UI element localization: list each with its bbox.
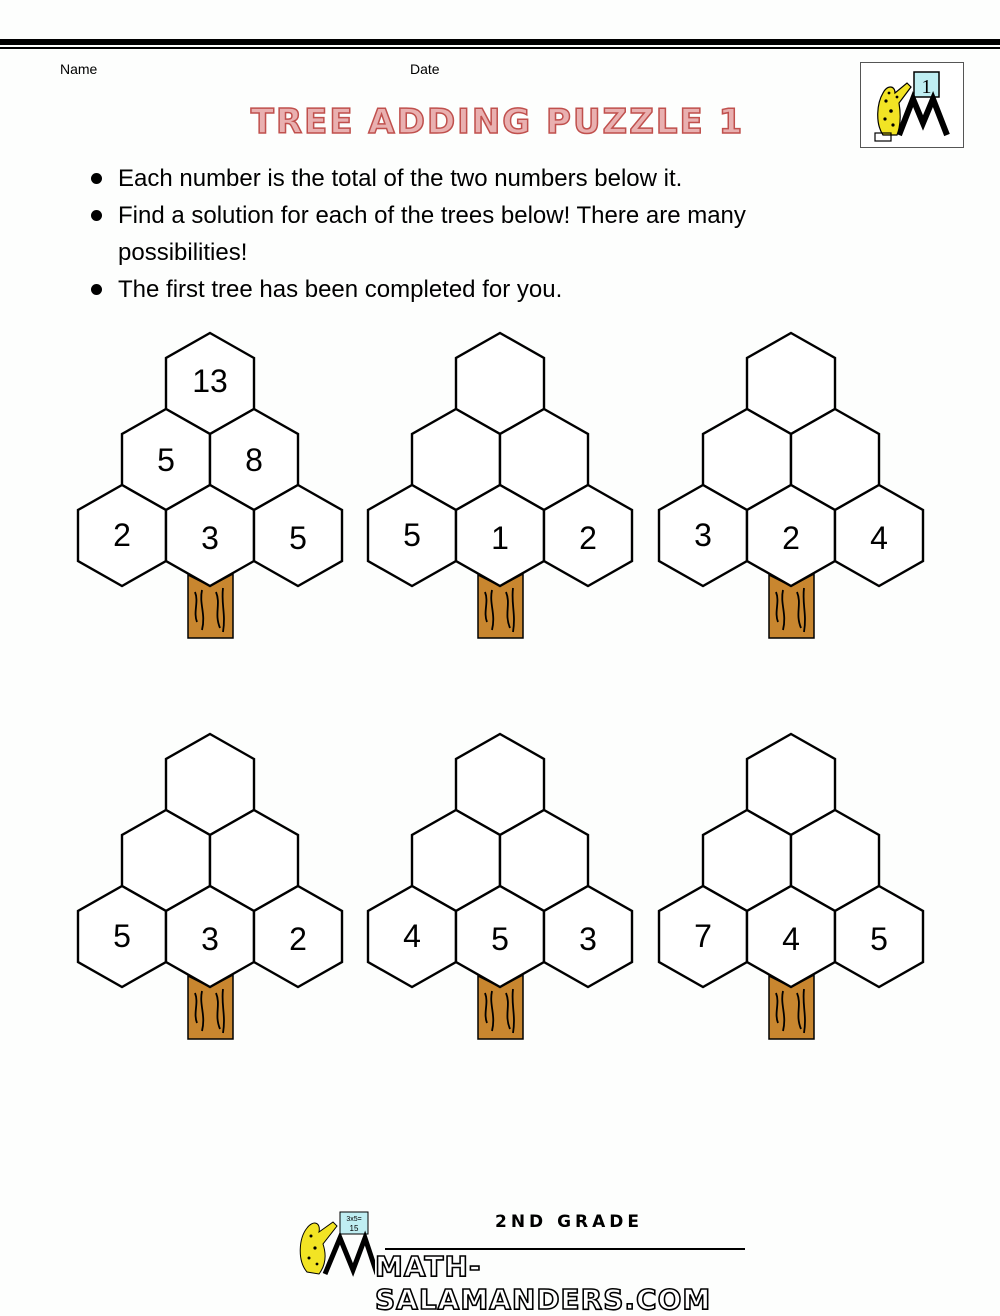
- svg-text:15: 15: [349, 1224, 359, 1233]
- hex-value-bottom-center: 3: [201, 921, 219, 957]
- hex-value-top: 13: [192, 363, 228, 399]
- instruction-item: Each number is the total of the two numbers below it.: [88, 160, 848, 197]
- header-rule-thin: [0, 47, 1000, 49]
- hex-value-bottom-right: 4: [870, 520, 888, 556]
- page-title: TREE ADDING PUZZLE 1: [250, 102, 745, 142]
- grade-label: 2ND GRADE: [495, 1212, 644, 1232]
- hex-value-bottom-right: 2: [289, 921, 307, 957]
- hex-value-bottom-left: 5: [113, 918, 131, 954]
- adding-tree-5: [360, 721, 650, 1041]
- badge-number: 1: [921, 76, 932, 98]
- hex-value-bottom-left: 4: [403, 918, 421, 954]
- salamander-logo-icon: [285, 1208, 375, 1278]
- tree-hexagon-grid: [360, 320, 650, 640]
- instruction-item: Find a solution for each of the trees below! There are many possibilities!: [88, 197, 848, 271]
- hex-value-bottom-left: 2: [113, 517, 131, 553]
- hex-value-bottom-left: 3: [694, 517, 712, 553]
- date-label: Date: [410, 61, 440, 77]
- hex-value-bottom-right: 3: [579, 921, 597, 957]
- tree-hexagon-grid: [360, 721, 650, 1041]
- hex-value-bottom-center: 3: [201, 520, 219, 556]
- hex-value-bottom-center: 1: [491, 520, 509, 556]
- hex-value-middle-left: 5: [157, 442, 175, 478]
- hex-value-bottom-left: 7: [694, 918, 712, 954]
- hex-value-bottom-center: 2: [782, 520, 800, 556]
- hex-value-bottom-center: 5: [491, 921, 509, 957]
- footer-logo: [285, 1208, 730, 1316]
- header-rule-thick: [0, 39, 1000, 45]
- hex-value-bottom-right: 5: [870, 921, 888, 957]
- svg-text:3x5=: 3x5=: [346, 1216, 362, 1223]
- name-label: Name: [60, 61, 98, 77]
- hex-value-bottom-left: 5: [403, 517, 421, 553]
- site-name: MATH-SALAMANDERS.COM: [375, 1250, 712, 1316]
- adding-tree-6: [651, 721, 941, 1041]
- grade-badge-logo: [860, 62, 964, 148]
- instructions-list: [88, 160, 848, 308]
- adding-tree-2: [360, 320, 650, 640]
- hex-value-bottom-center: 4: [782, 921, 800, 957]
- adding-tree-1: [70, 320, 360, 640]
- adding-tree-4: [70, 721, 360, 1041]
- instruction-item: The first tree has been completed for you.: [88, 271, 848, 308]
- adding-tree-3: [651, 320, 941, 640]
- tree-hexagon-grid: [70, 721, 360, 1041]
- hex-value-bottom-right: 5: [289, 520, 307, 556]
- hex-value-middle-right: 8: [245, 442, 263, 478]
- hex-value-bottom-right: 2: [579, 520, 597, 556]
- tree-hexagon-grid: [651, 320, 941, 640]
- tree-hexagon-grid: [651, 721, 941, 1041]
- salamander-easel-icon: [861, 63, 963, 147]
